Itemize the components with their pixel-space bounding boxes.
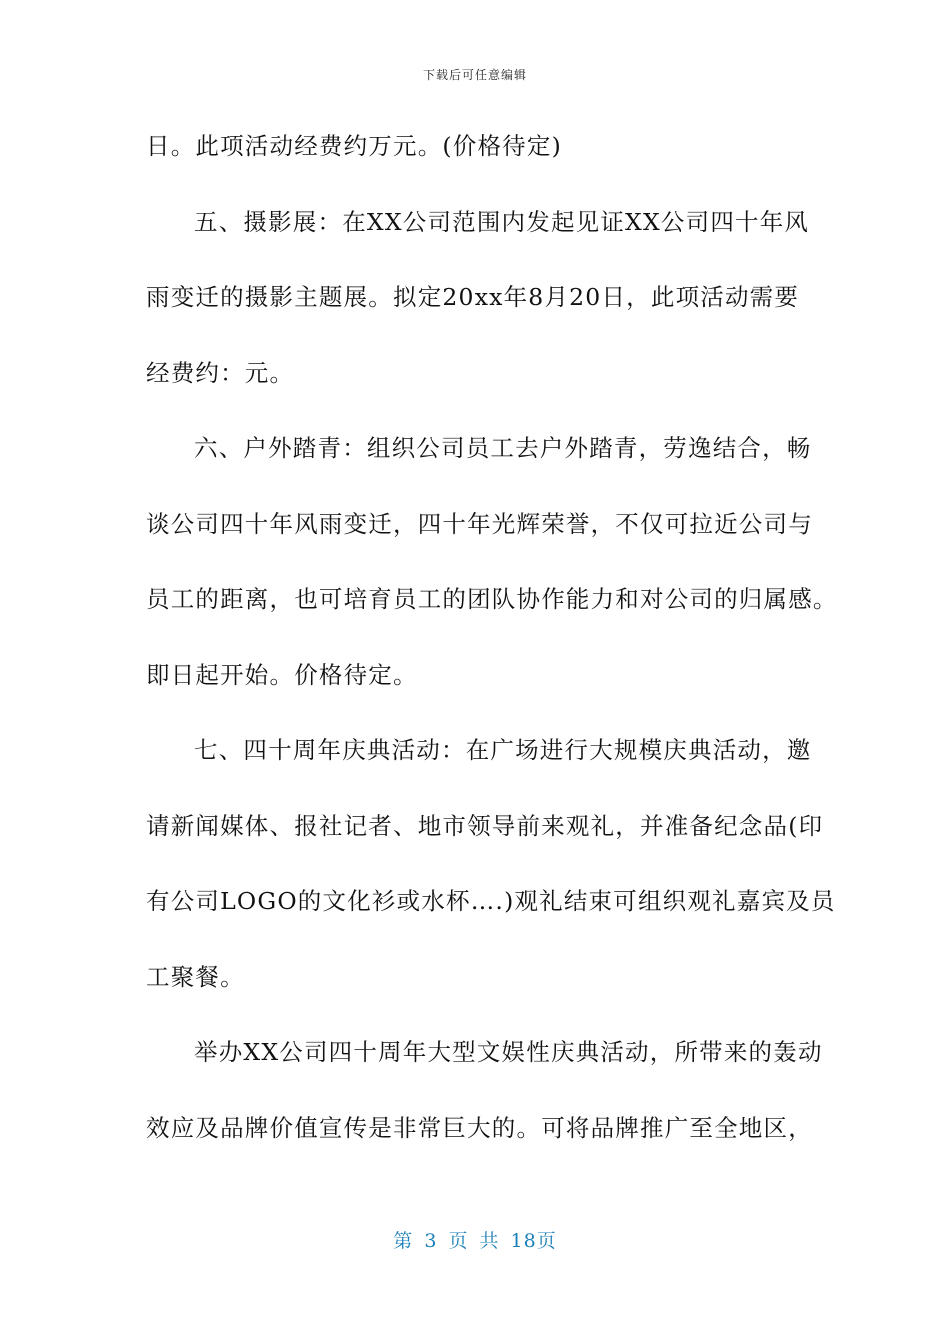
text-line: 经费约：元。 <box>146 358 295 387</box>
page-number: 第 3 页 共 18页 <box>393 1230 557 1252</box>
text-line: 即日起开始。价格待定。 <box>146 660 418 689</box>
text-line: 工聚餐。 <box>146 962 245 991</box>
text-line: 举办XX公司四十周年大型文娱性庆典活动，所带来的轰动 <box>194 1038 823 1066</box>
text-line: 七、四十周年庆典活动：在广场进行大规模庆典活动，邀 <box>194 736 812 764</box>
text-line: 请新闻媒体、报社记者、地市领导前来观礼，并准备纪念品(印 <box>146 811 824 840</box>
text-line: 六、户外踏青：组织公司员工去户外踏青，劳逸结合，畅 <box>194 434 812 462</box>
text-line: 雨变迁的摄影主题展。拟定20xx年8月20日，此项活动需要 <box>146 283 800 311</box>
text-line: 日。此项活动经费约万元。(价格待定) <box>146 132 562 160</box>
document-body <box>146 120 838 1177</box>
text-line: 五、摄影展：在XX公司范围内发起见证XX公司四十年风 <box>194 207 810 236</box>
text-line: 谈公司四十年风雨变迁，四十年光辉荣誉，不仅可拉近公司与 <box>146 509 813 538</box>
text-line: 效应及品牌价值宣传是非常巨大的。可将品牌推广至全地区， <box>146 1113 813 1142</box>
text-line: 员工的距离，也可培育员工的团队协作能力和对公司的归属感。 <box>146 585 838 613</box>
text-line: 有公司LOGO的文化衫或水杯….)观礼结束可组织观礼嘉宾及员 <box>146 887 836 915</box>
header-note: 下载后可任意编辑 <box>422 68 527 82</box>
